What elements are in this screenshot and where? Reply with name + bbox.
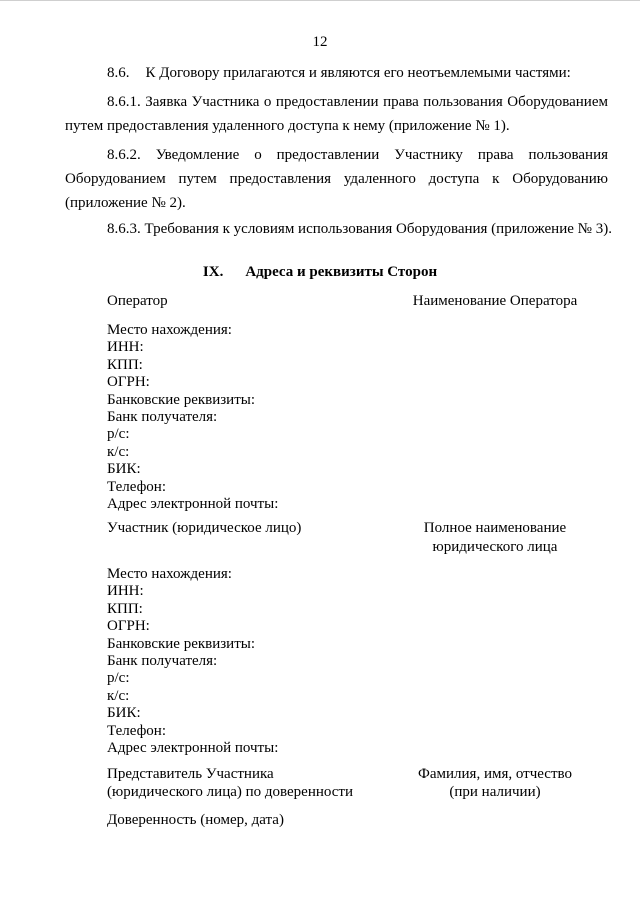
participant-field-inn: ИНН: bbox=[107, 583, 144, 600]
participant-field-bik: БИК: bbox=[107, 705, 141, 722]
paragraph-8-6-1-line-1: 8.6.1. Заявка Участника о предоставлении права пользования Оборудованием bbox=[107, 94, 608, 110]
operator-label: Оператор bbox=[107, 293, 168, 309]
participant-field-address: Место нахождения: bbox=[107, 566, 232, 582]
power-of-attorney-label: Доверенность (номер, дата) bbox=[107, 812, 284, 828]
paragraph-8-6-2-line-3: (приложение № 2). bbox=[65, 195, 186, 211]
operator-field-account: р/с: bbox=[107, 426, 130, 443]
representative-name-line-1: Фамилия, имя, отчество bbox=[418, 766, 572, 782]
representative-line-2: (юридического лица) по доверенности bbox=[107, 784, 354, 800]
operator-field-ogrn: ОГРН: bbox=[107, 374, 150, 391]
operator-field-phone: Телефон: bbox=[107, 478, 166, 495]
operator-field-inn: ИНН: bbox=[107, 339, 144, 356]
representative-name-line-2: (при наличии) bbox=[449, 784, 541, 800]
participant-field-bank: Банк получателя: bbox=[107, 652, 218, 669]
operator-field-kpp: КПП: bbox=[107, 356, 143, 373]
top-border bbox=[0, 0, 640, 1]
participant-field-bank-details: Банковские реквизиты: bbox=[107, 635, 256, 652]
section-number: IX. bbox=[202, 264, 224, 280]
paragraph-8-6-2-line-2: Оборудованием путем предоставления удаленного доступа к Оборудованию bbox=[65, 171, 608, 187]
participant-field-ogrn: ОГРН: bbox=[107, 618, 150, 635]
paragraph-8-6-number: 8.6. bbox=[107, 65, 130, 81]
paragraph-8-6-1-line-2: путем предоставления удаленного доступа к нему (приложение № 1). bbox=[65, 118, 510, 134]
section-heading bbox=[0, 263, 640, 281]
operator-field-corr-account: к/с: bbox=[107, 443, 130, 460]
operator-field-bank: Банк получателя: bbox=[107, 408, 218, 425]
operator-field-address: Место нахождения: bbox=[107, 322, 232, 338]
page-number: 12 bbox=[312, 34, 328, 50]
participant-label: Участник (юридическое лицо) bbox=[107, 520, 302, 536]
operator-fields bbox=[107, 322, 278, 513]
participant-name-line-2: юридического лица bbox=[432, 539, 558, 555]
participant-field-phone: Телефон: bbox=[107, 722, 166, 739]
paragraph-8-6-3: 8.6.3. Требования к условиям использования Оборудования (приложение № 3). bbox=[107, 221, 612, 237]
participant-field-kpp: КПП: bbox=[107, 600, 143, 617]
paragraph-8-6-text: К Договору прилагаются и являются его неотъемлемыми частями: bbox=[145, 65, 571, 81]
operator-field-bik: БИК: bbox=[107, 461, 141, 478]
section-title: Адреса и реквизиты Сторон bbox=[245, 264, 438, 280]
participant-field-email: Адрес электронной почты: bbox=[107, 739, 279, 756]
paragraph-8-6 bbox=[107, 64, 571, 82]
operator-field-email: Адрес электронной почты: bbox=[107, 495, 279, 512]
participant-name-line-1: Полное наименование bbox=[423, 520, 567, 536]
paragraph-8-6-2-line-1: 8.6.2. Уведомление о предоставлении Участнику права пользования bbox=[107, 147, 608, 163]
operator-name-placeholder: Наименование Оператора bbox=[412, 293, 578, 309]
participant-field-account: р/с: bbox=[107, 670, 130, 687]
participant-field-corr-account: к/с: bbox=[107, 687, 130, 704]
representative-line-1: Представитель Участника bbox=[107, 766, 274, 782]
participant-fields bbox=[107, 566, 278, 757]
operator-field-bank-details: Банковские реквизиты: bbox=[107, 391, 256, 408]
